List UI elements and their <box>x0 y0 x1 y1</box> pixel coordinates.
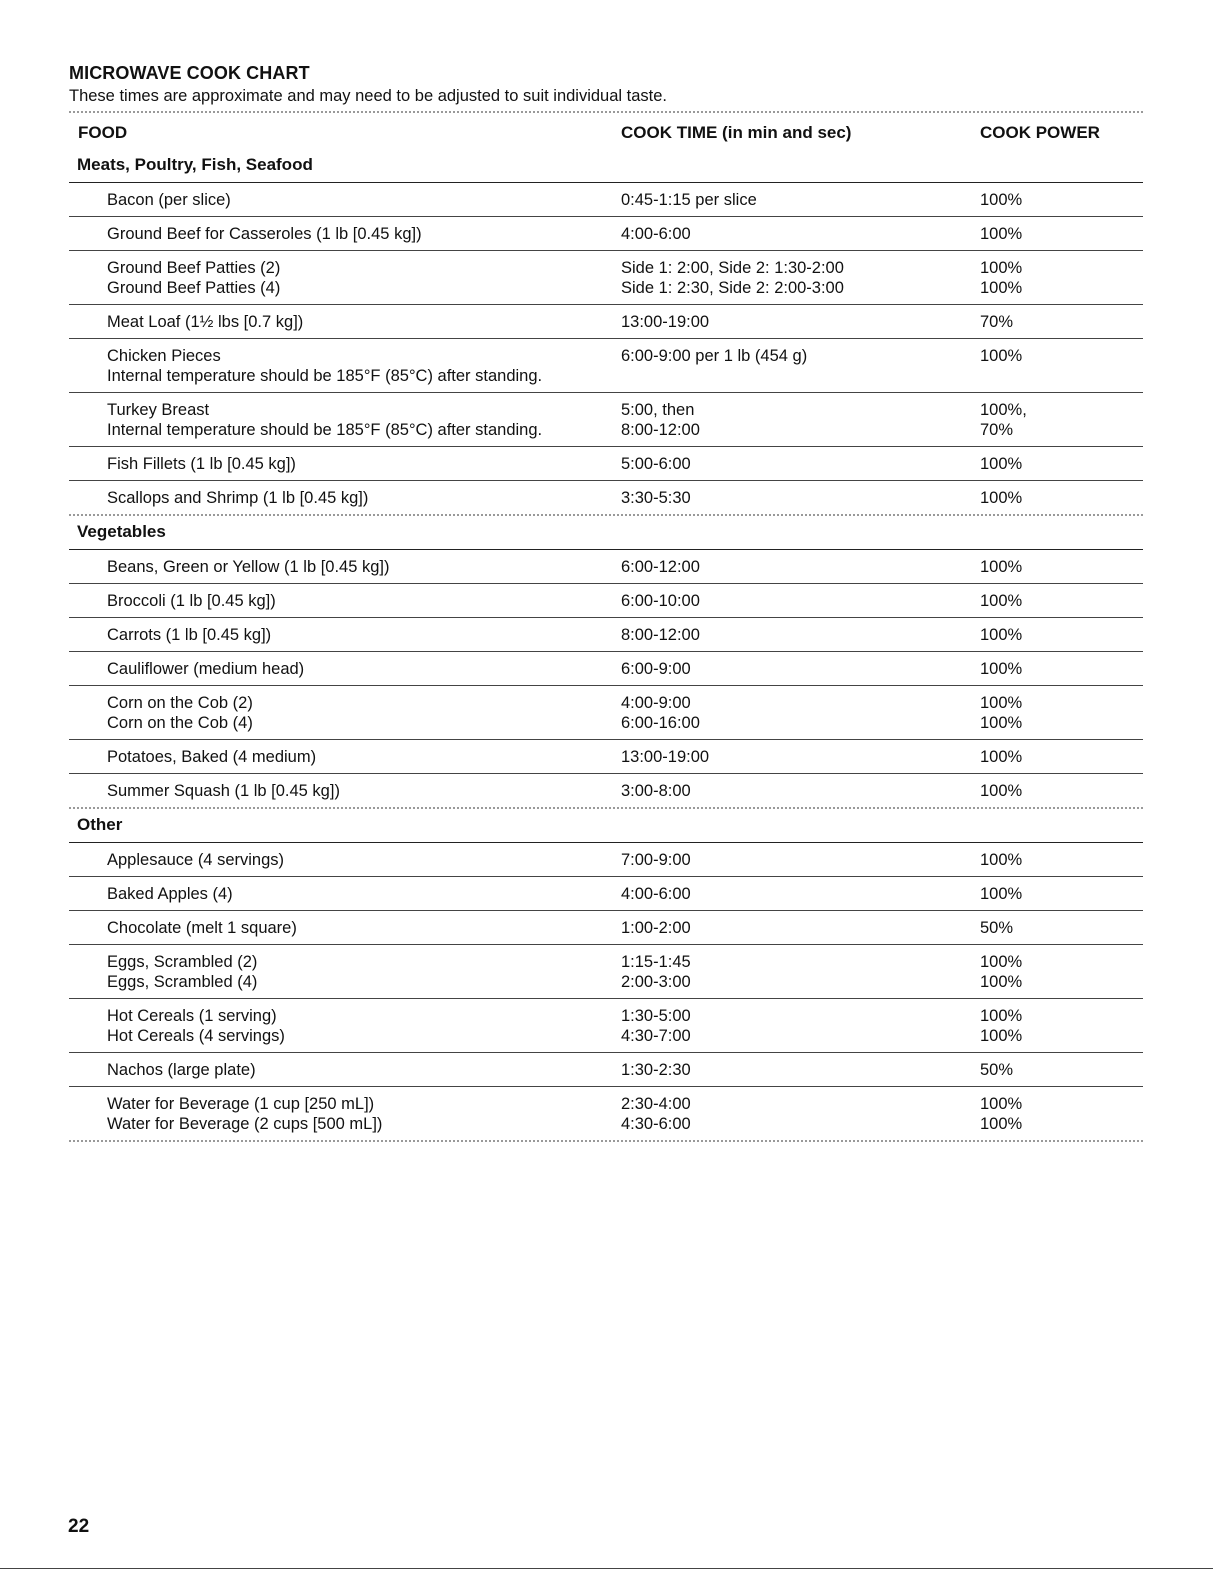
cell-time-text: 0:45-1:15 per slice <box>621 191 757 209</box>
cell-time <box>621 1006 691 1046</box>
cell-food <box>107 400 607 440</box>
cell-food <box>107 190 607 210</box>
cell-time-text: 1:00-2:00 <box>621 919 691 937</box>
table-row <box>69 338 1143 392</box>
cell-power-text: 70% <box>980 313 1014 331</box>
cell-time-text: 4:00-6:00 <box>621 885 691 903</box>
cell-power-text: 100% <box>980 953 1023 971</box>
cell-food <box>107 224 607 244</box>
table-row <box>69 583 1143 617</box>
cell-time-text: 6:00-9:00 <box>621 660 691 678</box>
cell-food-text: Scallops and Shrimp (1 lb [0.45 kg]) <box>107 489 369 507</box>
cell-power <box>980 190 1022 210</box>
cell-food-text: Beans, Green or Yellow (1 lb [0.45 kg]) <box>107 558 390 576</box>
cell-time-text: 1:15-1:45 <box>621 953 691 971</box>
cell-food <box>107 952 607 992</box>
cell-food-text: Carrots (1 lb [0.45 kg]) <box>107 626 272 644</box>
cell-time <box>621 625 700 645</box>
cell-food-text: Turkey Breast <box>107 401 210 419</box>
cell-power-text: 100% <box>980 455 1023 473</box>
cell-time-text: 4:30-7:00 <box>621 1027 691 1045</box>
table-row <box>69 910 1143 944</box>
section-title-label: Vegetables <box>77 522 166 541</box>
cell-time <box>621 659 691 679</box>
cook-chart-table <box>69 111 1143 1142</box>
cell-food-text: Baked Apples (4) <box>107 885 233 903</box>
cell-food-text: Chocolate (melt 1 square) <box>107 919 297 937</box>
cell-time <box>621 918 691 938</box>
cell-food-text: Hot Cereals (4 servings) <box>107 1027 285 1045</box>
table-row <box>69 550 1143 583</box>
table-row <box>69 773 1143 807</box>
cell-time <box>621 952 691 992</box>
cell-power <box>980 1060 1013 1080</box>
cell-time-text: 8:00-12:00 <box>621 421 700 439</box>
cell-power-text: 100% <box>980 191 1023 209</box>
table-row <box>69 446 1143 480</box>
cell-power-text: 100% <box>980 259 1023 277</box>
table-row <box>69 685 1143 739</box>
cell-time-text: 13:00-19:00 <box>621 748 710 766</box>
cell-food-text: Summer Squash (1 lb [0.45 kg]) <box>107 782 340 800</box>
cell-food-text: Eggs, Scrambled (4) <box>107 973 258 991</box>
cell-power-text: 100% <box>980 973 1023 991</box>
cell-power-text: 100% <box>980 558 1023 576</box>
cell-food-text: Cauliflower (medium head) <box>107 660 305 678</box>
cell-food <box>107 918 607 938</box>
cell-power-text: 100% <box>980 714 1023 732</box>
cell-food <box>107 591 607 611</box>
cell-power-text: 70% <box>980 421 1014 439</box>
table-row <box>69 617 1143 651</box>
cell-power <box>980 258 1022 298</box>
cell-power-text: 100% <box>980 1095 1023 1113</box>
cell-time-text: 4:00-9:00 <box>621 694 691 712</box>
cell-time-text: 2:30-4:00 <box>621 1095 691 1113</box>
cell-power-text: 100% <box>980 489 1023 507</box>
cell-power-text: 100% <box>980 1007 1023 1025</box>
cell-time <box>621 1060 691 1080</box>
cell-power-text: 100% <box>980 225 1023 243</box>
table-row <box>69 480 1143 514</box>
cell-power-text: 50% <box>980 1061 1014 1079</box>
cell-power-text: 100%, <box>980 401 1027 419</box>
cell-power <box>980 400 1027 440</box>
cell-food <box>107 1006 607 1046</box>
cell-time <box>621 850 691 870</box>
cell-power <box>980 591 1022 611</box>
cell-food <box>107 557 607 577</box>
cell-food-text: Broccoli (1 lb [0.45 kg]) <box>107 592 276 610</box>
cell-food-text: Hot Cereals (1 serving) <box>107 1007 277 1025</box>
section-title-label: Other <box>77 815 123 834</box>
cell-power <box>980 312 1013 332</box>
cell-power <box>980 346 1022 366</box>
table-row <box>69 944 1143 998</box>
cell-power <box>980 488 1022 508</box>
cell-food-text: Internal temperature should be 185°F (85°C) after standing. <box>107 367 543 385</box>
cell-food <box>107 884 607 904</box>
cell-power <box>980 693 1022 733</box>
cell-time-text: 3:30-5:30 <box>621 489 691 507</box>
cell-time-text: Side 1: 2:00, Side 2: 1:30-2:00 <box>621 259 844 277</box>
table-row <box>69 876 1143 910</box>
cell-time <box>621 454 691 474</box>
cell-time <box>621 224 691 244</box>
cell-time <box>621 557 700 577</box>
cell-time-text: 2:00-3:00 <box>621 973 691 991</box>
cell-power <box>980 781 1022 801</box>
cell-power-text: 100% <box>980 1115 1023 1133</box>
section-title <box>69 149 1143 183</box>
cell-power-text: 100% <box>980 279 1023 297</box>
table-row <box>69 1052 1143 1086</box>
cell-power <box>980 1006 1022 1046</box>
cell-food <box>107 488 607 508</box>
cell-time-text: 5:00-6:00 <box>621 455 691 473</box>
table-bottom-divider <box>69 1140 1143 1142</box>
column-header-food: FOOD <box>78 123 128 142</box>
table-body <box>69 149 1143 1140</box>
table-row <box>69 843 1143 876</box>
cell-power-text: 100% <box>980 851 1023 869</box>
cell-time-text: 5:00, then <box>621 401 695 419</box>
cell-food <box>107 625 607 645</box>
cell-food <box>107 747 607 767</box>
cell-power-text: 50% <box>980 919 1014 937</box>
cell-time-text: 1:30-2:30 <box>621 1061 691 1079</box>
table-row <box>69 1086 1143 1140</box>
cell-time-text: 4:00-6:00 <box>621 225 691 243</box>
table-row <box>69 216 1143 250</box>
cell-power-text: 100% <box>980 748 1023 766</box>
cell-food <box>107 1094 607 1134</box>
cell-time <box>621 591 700 611</box>
page-number: 22 <box>68 1516 90 1537</box>
cell-power-text: 100% <box>980 885 1023 903</box>
cell-time-text: 1:30-5:00 <box>621 1007 691 1025</box>
cell-food-text: Corn on the Cob (4) <box>107 714 253 732</box>
cell-power <box>980 747 1022 767</box>
cell-food-text: Ground Beef Patties (2) <box>107 259 281 277</box>
cell-food <box>107 258 607 298</box>
cell-power <box>980 918 1013 938</box>
cell-food-text: Internal temperature should be 185°F (85°C) after standing. <box>107 421 543 439</box>
section-rows <box>69 843 1143 1140</box>
cell-power-text: 100% <box>980 592 1023 610</box>
cell-power <box>980 884 1022 904</box>
cell-food-text: Meat Loaf (1½ lbs [0.7 kg]) <box>107 313 304 331</box>
cell-time-text: 6:00-9:00 per 1 lb (454 g) <box>621 347 808 365</box>
column-header-cook-time: COOK TIME (in min and sec) <box>621 123 852 142</box>
column-header-cook-power: COOK POWER <box>980 123 1100 142</box>
page-subtitle: These times are approximate and may need to be adjusted to suit individual taste. <box>69 87 668 105</box>
cell-food <box>107 312 607 332</box>
cell-time-text: 7:00-9:00 <box>621 851 691 869</box>
section-title <box>69 516 1143 550</box>
table-header <box>69 113 1143 149</box>
cell-food-text: Nachos (large plate) <box>107 1061 256 1079</box>
cell-food <box>107 1060 607 1080</box>
cell-food-text: Corn on the Cob (2) <box>107 694 253 712</box>
cell-power <box>980 952 1022 992</box>
cell-power <box>980 1094 1022 1134</box>
table-row <box>69 392 1143 446</box>
cell-food <box>107 693 607 733</box>
cell-power <box>980 557 1022 577</box>
cell-food-text: Fish Fillets (1 lb [0.45 kg]) <box>107 455 296 473</box>
cell-power-text: 100% <box>980 1027 1023 1045</box>
cell-food-text: Water for Beverage (2 cups [500 mL]) <box>107 1115 383 1133</box>
cell-time <box>621 884 691 904</box>
cell-time <box>621 747 709 767</box>
page-bottom-rule <box>0 1568 1213 1569</box>
cell-time <box>621 781 691 801</box>
cell-food-text: Ground Beef for Casseroles (1 lb [0.45 kg]) <box>107 225 422 243</box>
cell-time-text: 6:00-10:00 <box>621 592 700 610</box>
section-rows <box>69 550 1143 807</box>
cell-power-text: 100% <box>980 347 1023 365</box>
cell-time-text: 3:00-8:00 <box>621 782 691 800</box>
cell-power <box>980 224 1022 244</box>
cell-food <box>107 781 607 801</box>
table-row <box>69 998 1143 1052</box>
cell-power <box>980 625 1022 645</box>
cell-power <box>980 850 1022 870</box>
cell-food <box>107 659 607 679</box>
cell-food-text: Applesauce (4 servings) <box>107 851 285 869</box>
cell-time-text: 6:00-16:00 <box>621 714 700 732</box>
cell-time <box>621 190 757 210</box>
cell-time-text: Side 1: 2:30, Side 2: 2:00-3:00 <box>621 279 844 297</box>
section-title-label: Meats, Poultry, Fish, Seafood <box>77 155 313 174</box>
cell-food <box>107 850 607 870</box>
section-rows <box>69 183 1143 514</box>
cell-food-text: Bacon (per slice) <box>107 191 231 209</box>
cell-time-text: 6:00-12:00 <box>621 558 700 576</box>
cell-food-text: Ground Beef Patties (4) <box>107 279 281 297</box>
cell-time <box>621 258 844 298</box>
cell-time <box>621 312 709 332</box>
cell-power-text: 100% <box>980 660 1023 678</box>
cell-food-text: Chicken Pieces <box>107 347 221 365</box>
cell-food-text: Potatoes, Baked (4 medium) <box>107 748 317 766</box>
cell-food-text: Eggs, Scrambled (2) <box>107 953 258 971</box>
page-title: MICROWAVE COOK CHART <box>69 63 310 83</box>
cell-time <box>621 346 807 366</box>
cell-power-text: 100% <box>980 694 1023 712</box>
cell-food <box>107 454 607 474</box>
cell-time-text: 4:30-6:00 <box>621 1115 691 1133</box>
table-row <box>69 250 1143 304</box>
cell-time <box>621 1094 691 1134</box>
section-title <box>69 809 1143 843</box>
cell-time-text: 8:00-12:00 <box>621 626 700 644</box>
cell-power-text: 100% <box>980 782 1023 800</box>
cell-power-text: 100% <box>980 626 1023 644</box>
cell-time <box>621 400 700 440</box>
cell-time <box>621 693 700 733</box>
cell-power <box>980 454 1022 474</box>
table-row <box>69 739 1143 773</box>
table-row <box>69 304 1143 338</box>
cell-time-text: 13:00-19:00 <box>621 313 710 331</box>
cell-power <box>980 659 1022 679</box>
cell-food-text: Water for Beverage (1 cup [250 mL]) <box>107 1095 375 1113</box>
cell-food <box>107 346 607 386</box>
table-row <box>69 183 1143 216</box>
cell-time <box>621 488 691 508</box>
table-row <box>69 651 1143 685</box>
